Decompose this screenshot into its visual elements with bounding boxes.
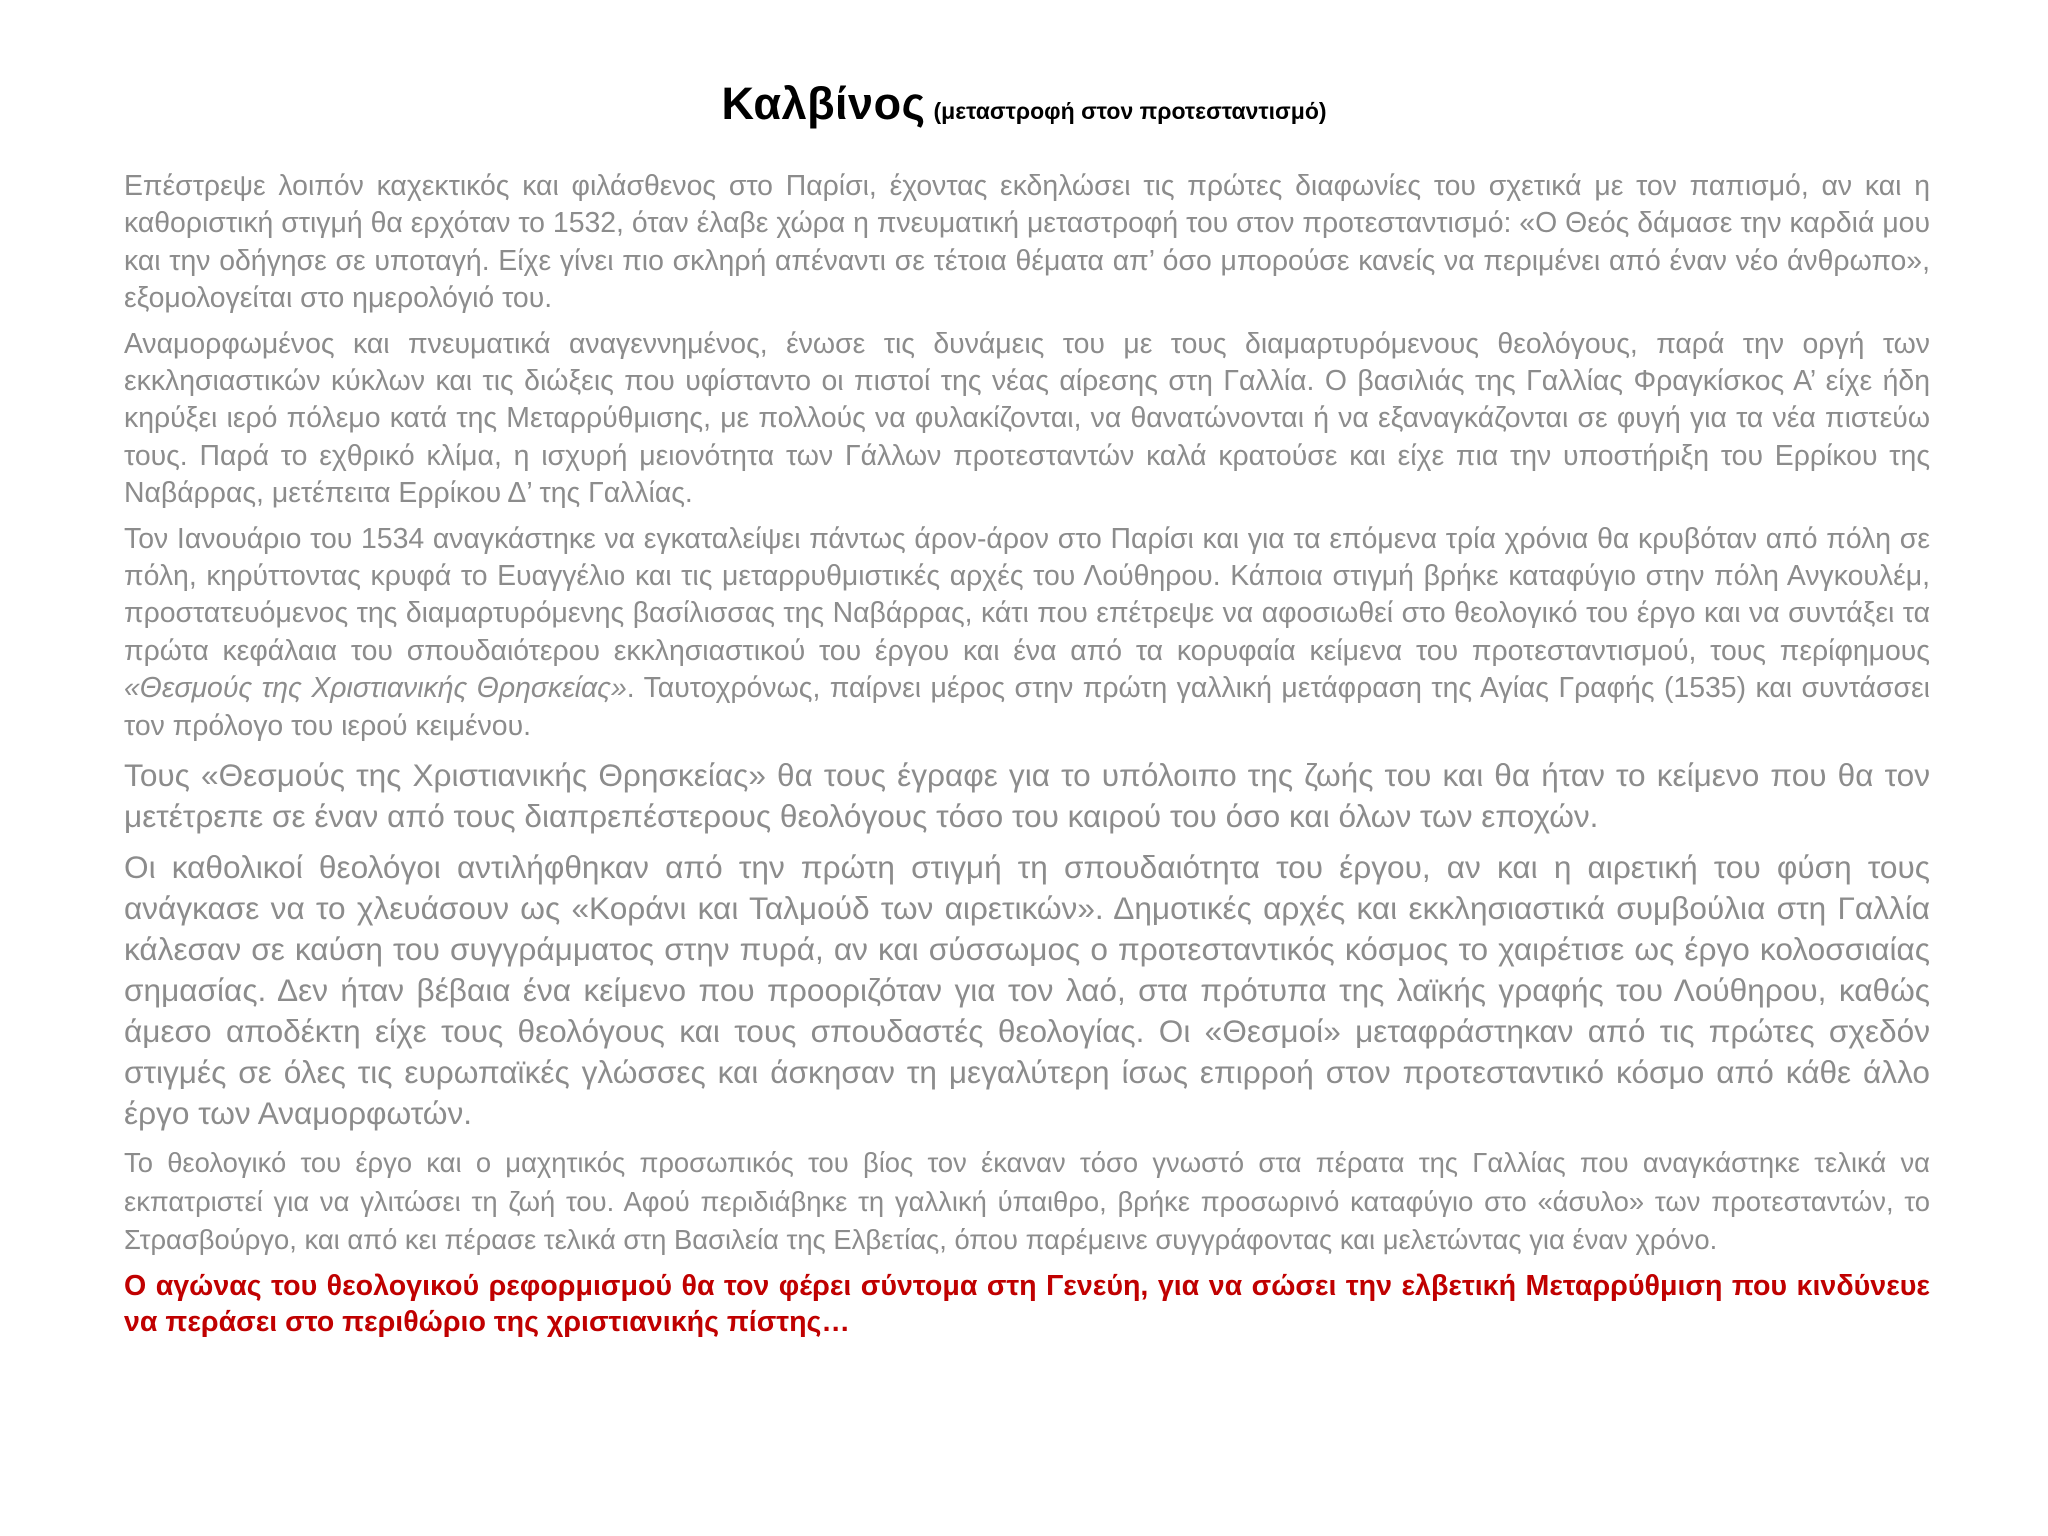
paragraph-6: Το θεολογικό του έργο και ο μαχητικός προσωπικός του βίος τον έκαναν τόσο γνωστό στα πέρατα της Γαλλίας που αναγκάστηκε τελικά να εκπατριστεί για να γλιτώσει τη ζωή του. Αφού περιδιάβηκε τη γαλλική ύπαιθρο, βρήκε προσωρινό καταφύγιο στο «άσυλο» των προτεσταντών, το Στρασβούργο, και από κει πέρασε τελικά στη Βασιλεία της Ελβετίας, όπου παρέμεινε συγγράφοντας και μελετώντας για έναν χρόνο. [124,1147,1930,1256]
body-text [124,168,1930,1341]
paragraph-3-italic-title: «Θεσμούς της Χριστιανικής Θρησκείας» [124,672,627,705]
paragraph-3-text-end: . Ταυτοχρόνως, παίρνει μέρος στην πρώτη γαλλική μετάφραση της Αγίας Γραφής (1535) και συντάσσει τον πρόλογο του ιερού κειμένου. [124,672,1930,742]
paragraph-5: Οι καθολικοί θεολόγοι αντιλήφθηκαν από την πρώτη στιγμή τη σπουδαιότητα του έργου, αν και η αιρετική του φύση τους ανάγκασε να το χλευάσουν ως «Κοράνι και Ταλμούδ των αιρετικών». Δημοτικές αρχές και εκκλησιαστικά συμβούλια στη Γαλλία κάλεσαν σε καύση του συγγράμματος στην πυρά, αν και σύσσωμος ο προτεσταντικός κόσμος το χαιρέτισε ως έργο κολοσσιαίας σημασίας. Δεν ήταν βέβαια ένα κείμενο που προοριζόταν για τον λαό, στα πρότυπα της λαϊκής γραφής του Λούθηρου, καθώς άμεσο αποδέκτη είχε τους θεολόγους και τους σπουδαστές θεολογίας. Οι «Θεσμοί» μεταφράστηκαν από τις πρώτες σχεδόν στιγμές σε όλες τις ευρωπαϊκές γλώσσες και άσκησαν τη μεγαλύτερη ίσως επιρροή στον προτεσταντικό κόσμο από κάθε άλλο έργο των Αναμορφωτών. [124,849,1930,1132]
closing-paragraph: Ο αγώνας του θεολογικού ρεφορμισμού θα τον φέρει σύντομα στη Γενεύη, για να σώσει την ελβετική Μεταρρύθμιση που κινδύνευε να περάσει στο περιθώριο της χριστιανικής πίστης… [124,1269,1930,1339]
paragraph-2: Αναμορφωμένος και πνευματικά αναγεννημένος, ένωσε τις δυνάμεις του με τους διαμαρτυρόμενους θεολόγους, παρά την οργή των εκκλησιαστικών κύκλων και τις διώξεις που υφίσταντο οι πιστοί της νέας αίρεσης στη Γαλλία. Ο βασιλιάς της Γαλλίας Φραγκίσκος Α’ είχε ήδη κηρύξει ιερό πόλεμο κατά της Μεταρρύθμισης, με πολλούς να φυλακίζονται, να θανατώνονται ή να εξαναγκάζονται σε φυγή για τα νέα πιστεύω τους. Παρά το εχθρικό κλίμα, η ισχυρή μειονότητα των Γάλλων προτεσταντών καλά κρατούσε και είχε πια την υποστήριξη του Ερρίκου της Ναβάρρας, μετέπειτα Ερρίκου Δ’ της Γαλλίας. [124,327,1930,510]
paragraph-1: Επέστρεψε λοιπόν καχεκτικός και φιλάσθενος στο Παρίσι, έχοντας εκδηλώσει τις πρώτες διαφωνίες του σχετικά με τον παπισμό, αν και η καθοριστική στιγμή θα ερχόταν το 1532, όταν έλαβε χώρα η πνευματική μεταστροφή του στον προτεσταντισμό: «Ο Θεός δάμασε την καρδιά μου και την οδήγησε σε υποταγή. Είχε γίνει πιο σκληρή απέναντι σε τέτοια θέματα απ’ όσο μπορούσε κανείς να περιμένει από έναν νέο άνθρωπο», εξομολογείται στο ημερολόγιό του. [124,170,1930,315]
slide-title [0,78,2048,130]
paragraph-4: Τους «Θεσμούς της Χριστιανικής Θρησκείας» θα τους έγραφε για το υπόλοιπο της ζωής του και θα ήταν το κείμενο που θα τον μετέτρεπε σε έναν από τους διαπρεπέστερους θεολόγους τόσο του καιρού του όσο και όλων των εποχών. [124,757,1930,835]
paragraph-3-text-start: Τον Ιανουάριο του 1534 αναγκάστηκε να εγκαταλείψει πάντως άρον-άρον στο Παρίσι και για τα επόμενα τρία χρόνια θα κρυβόταν από πόλη σε πόλη, κηρύττοντας κρυφά το Ευαγγέλιο και τις μεταρρυθμιστικές αρχές του Λούθηρου. Κάποια στιγμή βρήκε καταφύγιο στην πόλη Ανγκουλέμ, προστατευόμενος της διαμαρτυρόμενης βασίλισσας της Ναβάρρας, κάτι που επέτρεψε να αφοσιωθεί στο θεολογικό του έργο και να συντάξει τα πρώτα κεφάλαια του σπουδαιότερου εκκλησιαστικού του έργου και ένα από τα κορυφαία κείμενα του προτεσταντισμού, τους περίφημους [124,522,1930,667]
title-subtitle: (μεταστροφή στον προτεσταντισμό) [933,98,1327,124]
title-main: Καλβίνος [721,78,926,129]
paragraph-3 [124,521,1930,745]
